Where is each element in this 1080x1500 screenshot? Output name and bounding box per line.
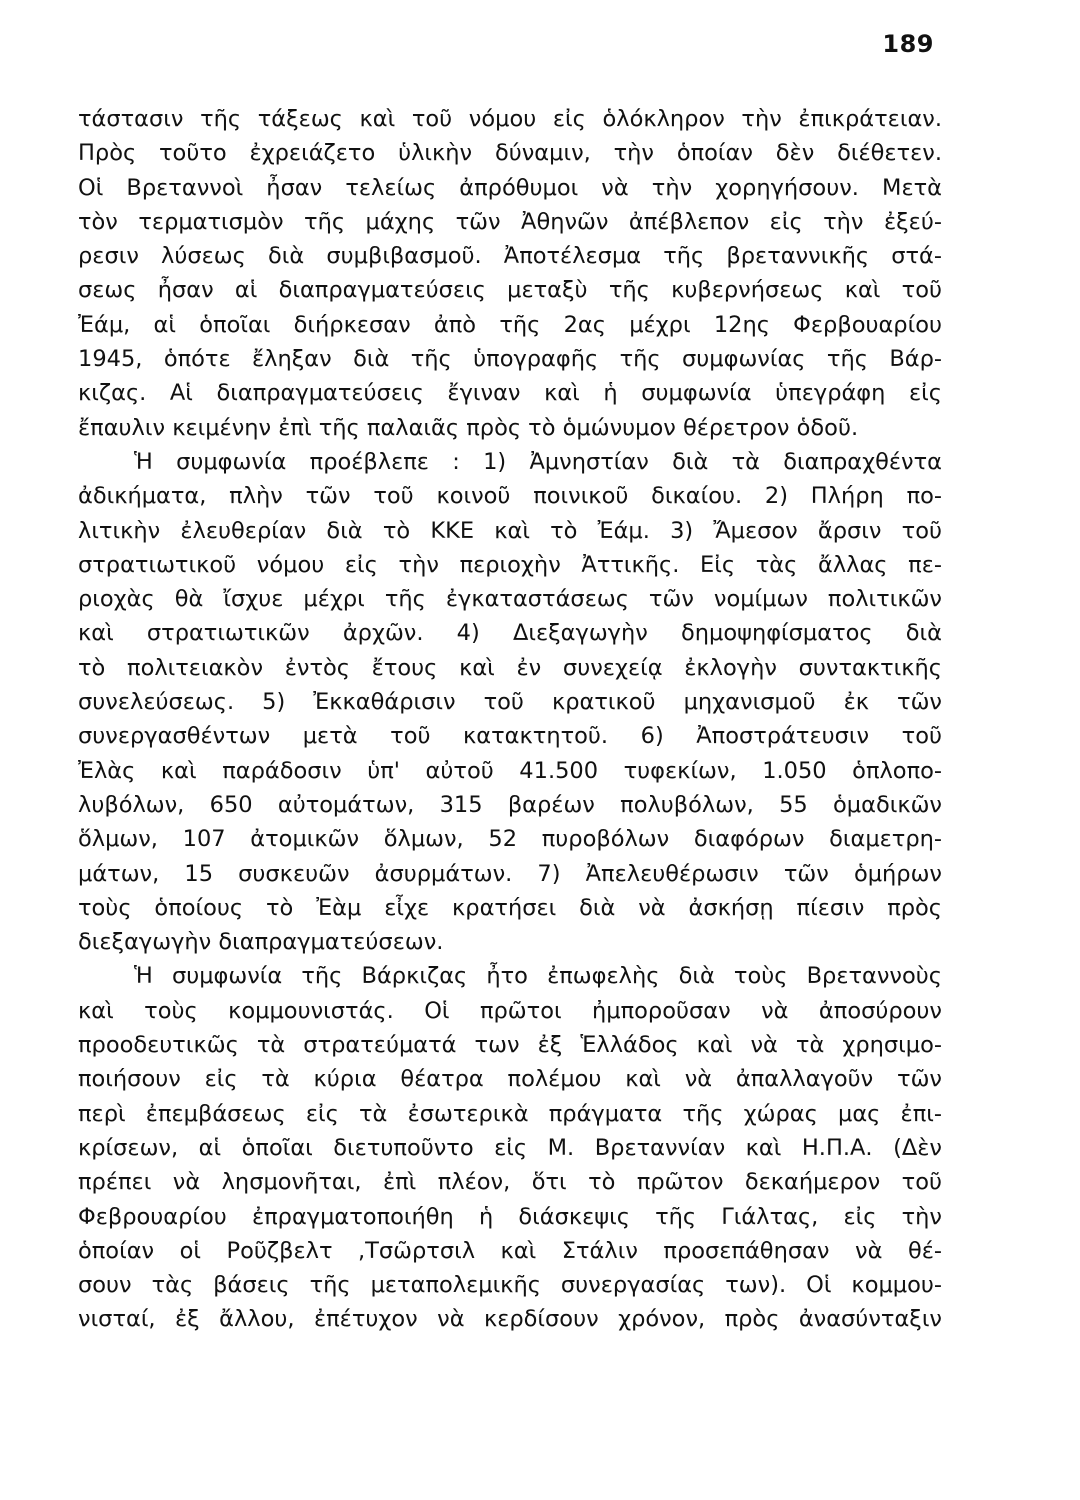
text-line: μάτων, 15 συσκευῶν ἀσυρμάτων. 7) Ἀπελευθέρωσιν τῶν ὁμήρων — [78, 860, 942, 887]
text-line: λυβόλων, 650 αὐτομάτων, 315 βαρέων πολυβόλων, 55 ὁμαδικῶν — [78, 791, 942, 818]
text-line: Οἱ Βρεταννοὶ ἦσαν τελείως ἀπρόθυμοι νὰ τὴν χορηγήσουν. Μετὰ — [78, 174, 942, 201]
text-line: τὸν τερματισμὸν τῆς μάχης τῶν Ἀθηνῶν ἀπέβλεπον εἰς τὴν ἐξεύ- — [78, 208, 942, 235]
text-line: καὶ τοὺς κομμουνιστάς. Οἱ πρῶτοι ἠμποροῦσαν νὰ ἀποσύρουν — [78, 997, 942, 1024]
text-line: κρίσεων, αἱ ὁποῖαι διετυποῦντο εἰς Μ. Βρεταννίαν καὶ Η.Π.Α. (Δὲν — [78, 1134, 942, 1161]
text-line: 1945, ὁπότε ἔληξαν διὰ τῆς ὑπογραφῆς τῆς συμφωνίας τῆς Βάρ- — [78, 346, 942, 373]
text-line: σουν τὰς βάσεις τῆς μεταπολεμικῆς συνεργασίας των). Οἱ κομμου- — [78, 1272, 942, 1299]
text-line: στρατιωτικοῦ νόμου εἰς τὴν περιοχὴν Ἀττικῆς. Εἰς τὰς ἄλλας πε- — [78, 551, 942, 578]
text-line: καὶ στρατιωτικῶν ἀρχῶν. 4) Διεξαγωγὴν δημοψηφίσματος διὰ — [78, 620, 942, 647]
text-line: προοδευτικῶς τὰ στρατεύματά των ἐξ Ἑλλάδος καὶ νὰ τὰ χρησιμο- — [78, 1032, 942, 1059]
text-line: λιτικὴν ἐλευθερίαν διὰ τὸ ΚΚΕ καὶ τὸ Ἐάμ. 3) Ἄμεσον ἄρσιν τοῦ — [78, 517, 942, 544]
text-line: Ἡ συμφωνία τῆς Βάρκιζας ἦτο ἐπωφελὴς διὰ τοὺς Βρεταννοὺς — [134, 963, 942, 990]
body-text — [78, 102, 942, 1337]
text-line: ρεσιν λύσεως διὰ συμβιβασμοῦ. Ἀποτέλεσμα τῆς βρεταννικῆς στά- — [78, 243, 942, 270]
text-line: τοὺς ὁποίους τὸ Ἐὰμ εἶχε κρατήσει διὰ νὰ ἀσκήσῃ πίεσιν πρὸς — [78, 894, 942, 921]
text-line: Ἐλὰς καὶ παράδοσιν ὑπ' αὐτοῦ 41.500 τυφεκίων, 1.050 ὁπλοπο- — [78, 757, 942, 784]
text-line: σεως ἦσαν αἱ διαπραγματεύσεις μεταξὺ τῆς κυβερνήσεως καὶ τοῦ — [78, 277, 942, 304]
text-line: τὸ πολιτειακὸν ἐντὸς ἔτους καὶ ἐν συνεχείᾳ ἐκλογὴν συντακτικῆς — [78, 654, 942, 681]
text-line: ὁποίαν οἱ Ροῦζβελτ ,Τσῶρτσιλ καὶ Στάλιν προσεπάθησαν νὰ θέ- — [78, 1237, 942, 1264]
text-line: ἀδικήματα, πλὴν τῶν τοῦ κοινοῦ ποινικοῦ δικαίου. 2) Πλήρη πο- — [78, 483, 942, 510]
text-line: διεξαγωγὴν διαπραγματεύσεων. — [78, 929, 444, 956]
text-line: Ἡ συμφωνία προέβλεπε : 1) Ἀμνηστίαν διὰ τὰ διαπραχθέντα — [134, 448, 942, 475]
text-line: Πρὸς τοῦτο ἐχρειάζετο ὑλικὴν δύναμιν, τὴν ὁποίαν δὲν διέθετεν. — [78, 140, 942, 167]
text-line: ἔπαυλιν κειμένην ἐπὶ τῆς παλαιᾶς πρὸς τὸ ὁμώνυμον θέρετρον ὁδοῦ. — [78, 414, 859, 441]
text-line: τάστασιν τῆς τάξεως καὶ τοῦ νόμου εἰς ὁλόκληρον τὴν ἐπικράτειαν. — [78, 106, 942, 132]
text-line: περὶ ἐπεμβάσεως εἰς τὰ ἐσωτερικὰ πράγματα τῆς χώρας μας ἐπι- — [78, 1100, 942, 1127]
text-line: νισταί, ἐξ ἄλλου, ἐπέτυχον νὰ κερδίσουν χρόνον, πρὸς ἀνασύνταξιν — [78, 1306, 942, 1333]
text-line: συνεργασθέντων μετὰ τοῦ κατακτητοῦ. 6) Ἀποστράτευσιν τοῦ — [78, 723, 942, 750]
text-line: πρέπει νὰ λησμονῆται, ἐπὶ πλέον, ὅτι τὸ πρῶτον δεκαήμερον τοῦ — [78, 1169, 942, 1196]
text-line: κιζας. Αἱ διαπραγματεύσεις ἔγιναν καὶ ἡ συμφωνία ὑπεγράφη εἰς — [78, 380, 942, 407]
page-number: 189 — [882, 30, 934, 58]
text-line: ὅλμων, 107 ἀτομικῶν ὅλμων, 52 πυροβόλων διαφόρων διαμετρη- — [78, 826, 942, 853]
text-line: ποιήσουν εἰς τὰ κύρια θέατρα πολέμου καὶ νὰ ἀπαλλαγοῦν τῶν — [78, 1066, 942, 1093]
text-line: Ἐάμ, αἱ ὁποῖαι διήρκεσαν ἀπὸ τῆς 2ας μέχρι 12ης Φερβουαρίου — [78, 311, 942, 338]
text-line: Φεβρουαρίου ἐπραγματοποιήθη ἡ διάσκεψις τῆς Γιάλτας, εἰς τὴν — [78, 1203, 942, 1230]
text-line: ριοχὰς θὰ ἴσχυε μέχρι τῆς ἐγκαταστάσεως τῶν νομίμων πολιτικῶν — [78, 586, 942, 613]
text-line: συνελεύσεως. 5) Ἐκκαθάρισιν τοῦ κρατικοῦ μηχανισμοῦ ἐκ τῶν — [78, 689, 942, 716]
